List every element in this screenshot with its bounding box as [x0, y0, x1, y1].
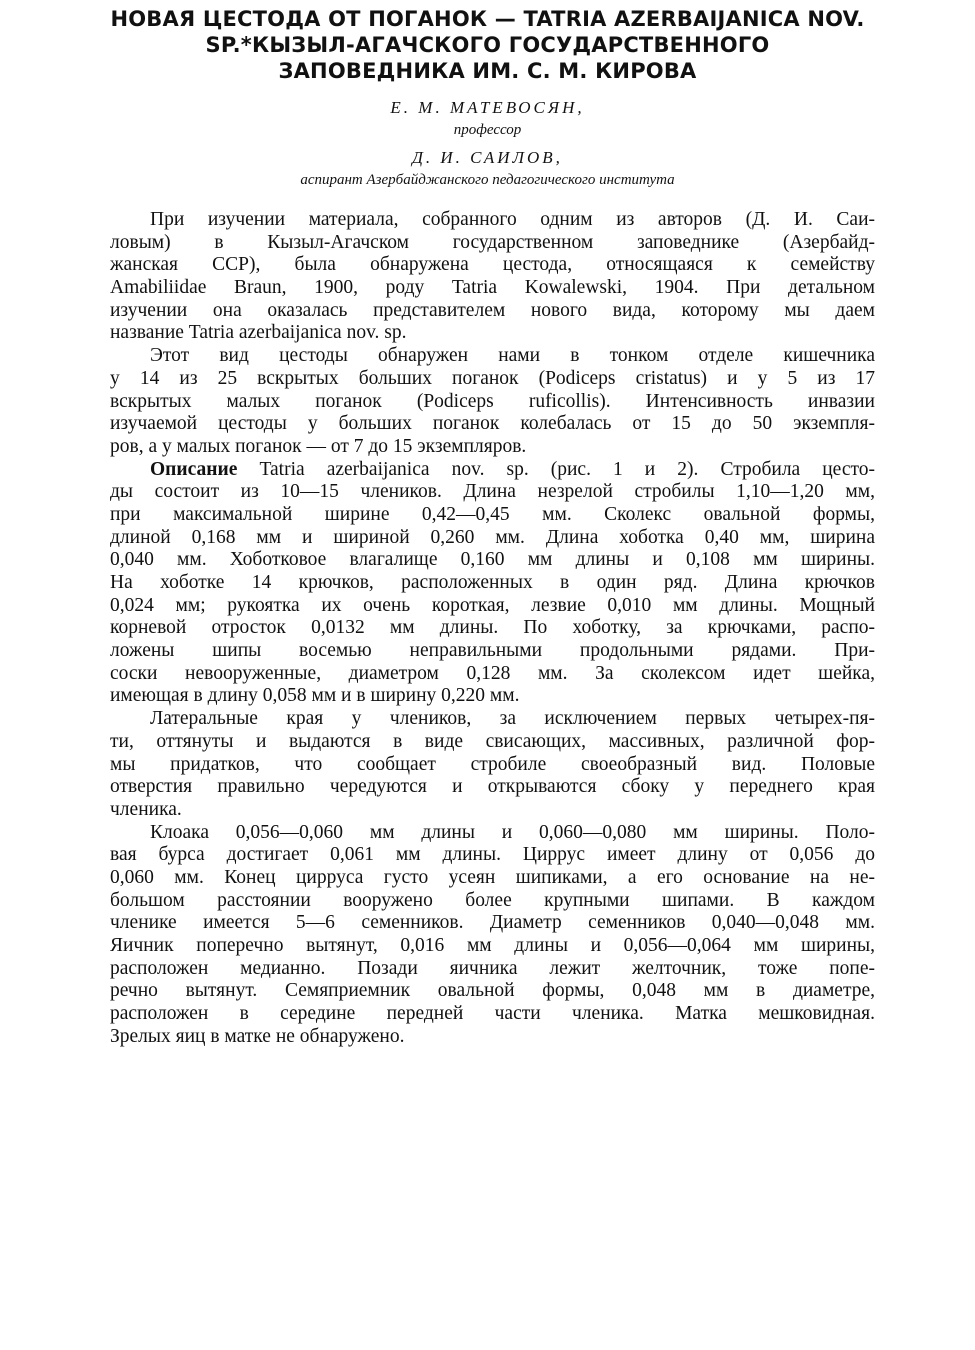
author-name: Д. И. САИЛОВ, — [412, 148, 563, 167]
author-role: аспирант Азербайджанского педагогического института — [300, 172, 675, 188]
paragraph-lead: Описание — [150, 458, 238, 480]
text-line: 0,060 мм. Конец цирруса густо усеян шипиками, а его основание на не- — [110, 866, 875, 888]
text-line: членике имеется 5—6 семенников. Диаметр семенников 0,040—0,048 мм. — [110, 912, 875, 934]
title-line: НОВАЯ ЦЕСТОДА ОТ ПОГАНОК — TATRIA AZERBAIJANICA NOV. — [110, 7, 865, 31]
paragraph — [110, 209, 875, 345]
author-name: Е. М. МАТЕВОСЯН, — [390, 98, 585, 117]
text-line: Латеральные края у члеников, за исключением первых четырех-пя- — [150, 708, 875, 730]
text-line: мы придатков, что сообщает стробиле своеобразный вид. Половые — [110, 753, 875, 775]
article-title — [100, 6, 875, 84]
text-line: имеющая в длину 0,058 мм и в ширину 0,220 мм. — [110, 685, 520, 707]
text-line: ти, оттянуты и выдаются в виде свисающих, массивных, различной фор- — [110, 730, 875, 752]
text-line: речно вытянут. Семяприемник овальной формы, 0,048 мм в диаметре, — [110, 980, 875, 1002]
paragraph — [110, 822, 875, 1049]
text-line: жанская ССР), была обнаружена цестода, относящаяся к семейству — [110, 254, 875, 276]
text-line: расположен в середине передней части членика. Матка мешковидная. — [110, 1003, 875, 1025]
text-line — [110, 459, 875, 482]
text-line: При изучении материала, собранного одним из авторов (Д. И. Саи- — [150, 209, 875, 230]
text-line: 0,040 мм. Хоботковое влагалище 0,160 мм длины и 0,108 мм ширины. — [110, 549, 875, 571]
text-line: отверстия правильно чередуются и открываются сбоку у переднего края — [110, 776, 875, 798]
text-line: ров, а у малых поганок — от 7 до 15 экземпляров. — [110, 435, 527, 457]
text-line: название Tatria azerbaijanica nov. sp. — [110, 322, 407, 344]
author-role: профессор — [453, 122, 522, 138]
title-line: SP.*КЫЗЫЛ-АГАЧСКОГО ГОСУДАРСТВЕННОГО — [205, 33, 770, 57]
text-line: большом расстоянии вооружено более крупными шипами. В каждом — [110, 889, 875, 911]
text-line: 0,024 мм; рукоятка их очень короткая, лезвие 0,010 мм длины. Мощный — [110, 594, 875, 616]
text-line: изучении она оказалась представителем нового вида, которому мы даем — [110, 299, 875, 321]
text-line: при максимальной ширине 0,42—0,45 мм. Сколекс овальной формы, — [110, 503, 875, 525]
text-line: вая бурса достигает 0,061 мм длины. Циррус имеет длину от 0,056 до — [110, 844, 875, 866]
text-line: длиной 0,168 мм и шириной 0,260 мм. Длина хоботка 0,40 мм, ширина — [110, 526, 875, 548]
text-line: Этот вид цестоды обнаружен нами в тонком отделе кишечника — [150, 345, 875, 367]
paragraph — [110, 708, 875, 821]
text-line: изучаемой цестоды у больших поганок колебалась от 15 до 50 экземпля- — [110, 413, 875, 435]
text-line: Клоака 0,056—0,060 мм длины и 0,060—0,080 мм ширины. Поло- — [150, 821, 875, 843]
text-line: вскрытых малых поганок (Podiceps ruficollis). Интенсивность инвазии — [110, 390, 875, 412]
text-line: соски невооруженные, диаметром 0,128 мм. За сколексом идет шейка, — [110, 662, 875, 684]
text-line: ложены шипы восемью неправильными продольными рядами. При- — [110, 640, 875, 662]
text-line: На хоботке 14 крючков, расположенных в один ряд. Длина крючков — [110, 572, 875, 593]
text-line: членика. — [110, 798, 182, 820]
text-line: ловым) в Кызыл-Агачском государственном заповеднике (Азербайд- — [110, 231, 875, 253]
paragraph — [110, 459, 875, 709]
text-line: Amabiliidae Braun, 1900, роду Tatria Kowalewski, 1904. При детальном — [110, 277, 875, 299]
text-line: расположен медианно. Позади яичника лежит желточник, тоже попе- — [110, 957, 875, 979]
text-line: ды состоит из 10—15 члеников. Длина незрелой стробилы 1,10—1,20 мм, — [110, 481, 875, 503]
article-body — [110, 209, 875, 1048]
title-line: ЗАПОВЕДНИКА ИМ. С. М. КИРОВА — [278, 59, 697, 83]
text-line: Зрелых яиц в матке не обнаружено. — [110, 1025, 405, 1047]
text-line: корневой отросток 0,0132 мм длины. По хоботку, за крючками, распо- — [110, 617, 875, 639]
paragraph — [110, 345, 875, 458]
text-line: Яичник поперечно вытянут, 0,016 мм длины и 0,056—0,064 мм ширины, — [110, 935, 875, 956]
text-line-rest: Tatria azerbaijanica nov. sp. (рис. 1 и 2). Стробила цесто- — [237, 458, 875, 480]
text-line: у 14 из 25 вскрытых больших поганок (Podiceps cristatus) и у 5 из 17 — [110, 367, 875, 389]
